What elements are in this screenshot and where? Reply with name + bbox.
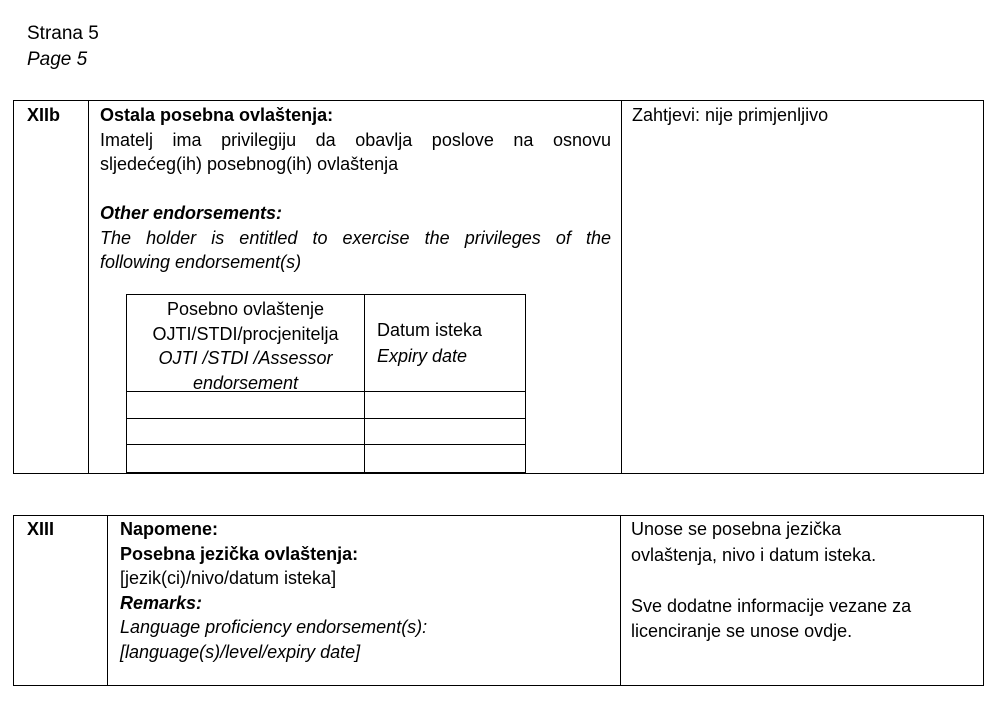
page-number-hr: Strana 5 <box>27 23 99 44</box>
remarks-title-en: Remarks: <box>120 592 203 613</box>
divider <box>621 101 622 473</box>
divider <box>107 516 108 685</box>
note-line: Unose se posebna jezička <box>631 519 842 539</box>
column-header-endorsement <box>127 297 364 395</box>
column-header-expiry <box>377 317 482 369</box>
section-text-hr <box>100 128 611 153</box>
section-code: XIII <box>27 519 55 539</box>
header-line: Datum isteka <box>377 320 483 340</box>
section-title-en: Other endorsements: <box>100 203 283 223</box>
header-line: endorsement <box>192 372 299 393</box>
header-line: OJTI /STDI /Assessor <box>158 348 333 368</box>
row-divider <box>127 444 525 445</box>
row-divider <box>127 418 525 419</box>
section-xiib-table <box>13 100 984 474</box>
section-text-hr-line2: sljedećeg(ih) posebnog(ih) ovlaštenja <box>100 154 399 174</box>
language-title-en: Language proficiency endorsement(s): <box>120 617 428 637</box>
section-code: XIIb <box>27 105 61 125</box>
format-en: [language(s)/level/expiry date] <box>120 641 361 662</box>
note-line: Sve dodatne informacije vezane za <box>631 595 912 616</box>
endorsement-table <box>126 294 526 473</box>
section-content <box>120 517 610 664</box>
requirements: Zahtjevi: nije primjenljivo <box>632 105 829 125</box>
section-content <box>100 103 611 275</box>
text-line: The holder is entitled to exercise the privileges of the <box>100 227 611 248</box>
notes <box>631 517 911 645</box>
remarks-title-hr: Napomene: <box>120 519 219 539</box>
divider <box>620 516 621 685</box>
section-xiii-table <box>13 515 984 686</box>
language-title-hr: Posebna jezička ovlaštenja: <box>120 543 359 564</box>
page-number-en: Page 5 <box>27 49 88 70</box>
section-text-en <box>100 226 611 251</box>
note-line: licenciranje se unose ovdje. <box>631 621 853 641</box>
header-line: Posebno ovlaštenje <box>166 299 325 319</box>
divider <box>88 101 89 473</box>
note-line: ovlaštenja, nivo i datum isteka. <box>631 544 877 565</box>
text-line: Imatelj ima privilegiju da obavlja poslove na osnovu <box>100 129 611 150</box>
section-title-hr: Ostala posebna ovlaštenja: <box>100 105 334 125</box>
header-line: Expiry date <box>377 346 468 366</box>
header-line: OJTI/STDI/procjenitelja <box>152 323 339 344</box>
format-hr: [jezik(ci)/nivo/datum isteka] <box>120 568 337 588</box>
section-text-en-line2: following endorsement(s) <box>100 252 302 272</box>
column-divider <box>364 295 365 472</box>
